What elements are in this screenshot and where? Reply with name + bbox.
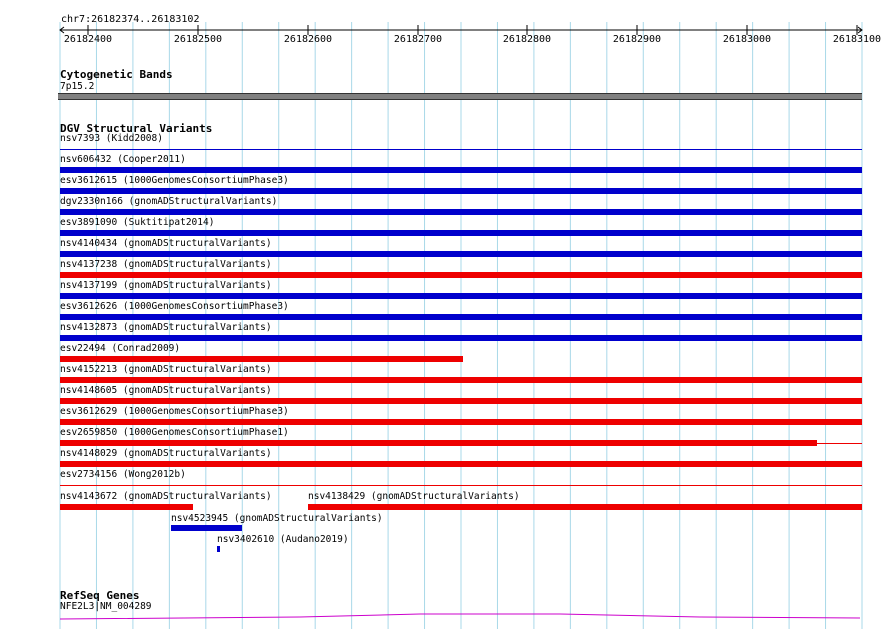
variant-label: esv3612629 (1000GenomesConsortiumPhase3) <box>60 406 289 417</box>
coordinate-ruler <box>0 0 890 60</box>
variant-line[interactable] <box>60 149 862 150</box>
coordinate-range-label: chr7:26182374..26183102 <box>61 14 200 25</box>
ruler-tick-label: 26183100 <box>832 34 882 45</box>
variant-bar[interactable] <box>60 398 862 404</box>
variant-label: nsv4152213 (gnomADStructuralVariants) <box>60 364 272 375</box>
cytoband-bar[interactable] <box>58 93 862 100</box>
variant-label: nsv4137238 (gnomADStructuralVariants) <box>60 259 272 270</box>
variant-label-nsv4138429: nsv4138429 (gnomADStructuralVariants) <box>308 491 520 502</box>
variant-label: nsv606432 (Cooper2011) <box>60 154 186 165</box>
ruler-tick-label: 26182800 <box>502 34 552 45</box>
dgv-track-title: DGV Structural Variants <box>60 122 213 135</box>
variant-bar[interactable] <box>60 440 817 446</box>
gene-label: NFE2L3|NM_004289 <box>60 601 152 612</box>
variant-label-nsv3402610: nsv3402610 (Audano2019) <box>217 534 349 545</box>
variant-bar[interactable] <box>60 230 862 236</box>
variant-bar[interactable] <box>60 167 862 173</box>
refseq-track-title: RefSeq Genes <box>60 589 140 602</box>
variant-bar-nsv3402610[interactable] <box>217 546 220 552</box>
variant-label: nsv7393 (Kidd2008) <box>60 133 163 144</box>
variant-bar-nsv4143672[interactable] <box>60 504 193 510</box>
variant-label: esv2734156 (Wong2012b) <box>60 469 186 480</box>
variant-label: nsv4132873 (gnomADStructuralVariants) <box>60 322 272 333</box>
ruler-tick-label: 26182500 <box>173 34 223 45</box>
ruler-tick-label: 26182700 <box>393 34 443 45</box>
variant-label: nsv4148605 (gnomADStructuralVariants) <box>60 385 272 396</box>
variant-label: nsv4148029 (gnomADStructuralVariants) <box>60 448 272 459</box>
variant-label: dgv2330n166 (gnomADStructuralVariants) <box>60 196 278 207</box>
variant-label: esv2659850 (1000GenomesConsortiumPhase1) <box>60 427 289 438</box>
variant-label: nsv4140434 (gnomADStructuralVariants) <box>60 238 272 249</box>
ruler-tick-label: 26182600 <box>283 34 333 45</box>
variant-bar[interactable] <box>60 272 862 278</box>
variant-bar[interactable] <box>60 188 862 194</box>
variant-bar-nsv4523945[interactable] <box>171 525 242 531</box>
cytoband-label: 7p15.2 <box>60 81 95 92</box>
variant-bar[interactable] <box>60 419 862 425</box>
variant-bar[interactable] <box>60 209 862 215</box>
variant-label-nsv4143672: nsv4143672 (gnomADStructuralVariants) <box>60 491 272 502</box>
variant-bar-nsv4138429[interactable] <box>308 504 862 510</box>
variant-label: esv3612626 (1000GenomesConsortiumPhase3) <box>60 301 289 312</box>
cytoband-track-title: Cytogenetic Bands <box>60 68 173 81</box>
ruler-tick-label: 26182400 <box>63 34 113 45</box>
variant-label-nsv4523945: nsv4523945 (gnomADStructuralVariants) <box>171 513 383 524</box>
variant-bar[interactable] <box>60 335 862 341</box>
variant-line-extension[interactable] <box>817 443 862 444</box>
variant-bar[interactable] <box>60 251 862 257</box>
variant-label: nsv4137199 (gnomADStructuralVariants) <box>60 280 272 291</box>
variant-bar[interactable] <box>60 377 862 383</box>
gene-model-nfe2l3[interactable] <box>0 600 890 629</box>
variant-label: esv3612615 (1000GenomesConsortiumPhase3) <box>60 175 289 186</box>
ruler-tick-label: 26183000 <box>722 34 772 45</box>
variant-label: esv3891090 (Suktitipat2014) <box>60 217 215 228</box>
variant-bar[interactable] <box>60 314 862 320</box>
ruler-tick-label: 26182900 <box>612 34 662 45</box>
variant-bar[interactable] <box>60 461 862 467</box>
ruler-axis <box>0 0 890 60</box>
variant-bar[interactable] <box>60 356 463 362</box>
variant-line[interactable] <box>60 485 862 486</box>
variant-label: esv22494 (Conrad2009) <box>60 343 181 354</box>
variant-bar[interactable] <box>60 293 862 299</box>
